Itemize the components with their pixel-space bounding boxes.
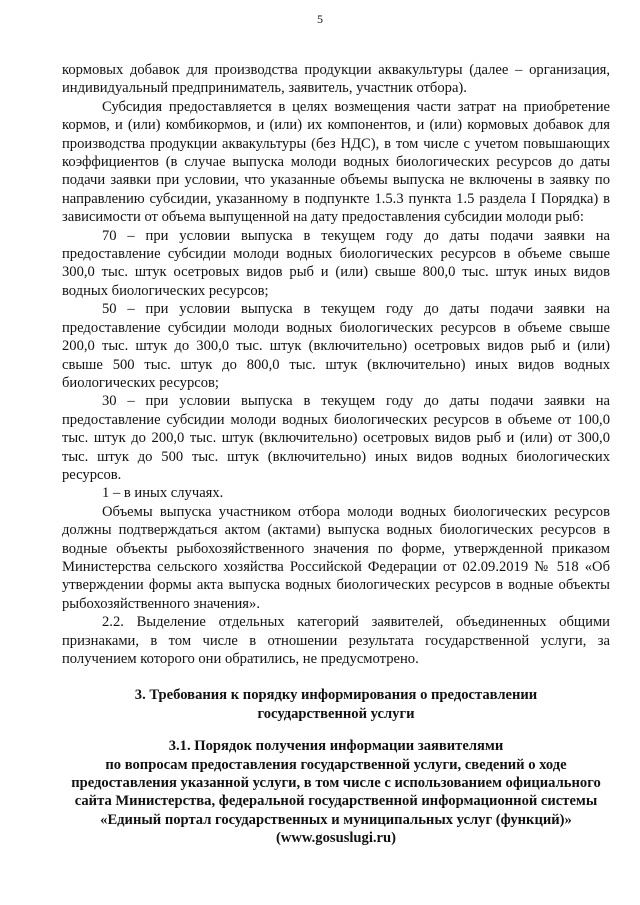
section-3-1-line-5: «Единый портал государственных и муниципальных услуг (функций)»: [100, 811, 572, 828]
paragraph-coef-30: 30 – при условии выпуска в текущем году до даты подачи заявки на предоставление субсидии молоди водных биологических ресурсов в объеме от 100,0 тыс. штук до 200,0 тыс. штук (включительно) осетровых видов рыб и (или) от 300,0 тыс. штук до 500 тыс. штук (включительно) иных видов водных биологических ресурсов.: [62, 393, 610, 483]
paragraph-coef-70: 70 – при условии выпуска в текущем году до даты подачи заявки на предоставление субсидии молоди водных биологических ресурсов в объеме свыше 300,0 тыс. штук осетровых видов рыб и (или) свыше 800,0 тыс. штук иных видов водных биологических ресурсов;: [62, 227, 610, 299]
paragraph-subsidy: Субсидия предоставляется в целях возмещения части затрат на приобретение кормов, и (или) комбикормов, и (или) их компонентов, и (или) кормовых добавок для производства продукции аквакультуры (без НДС), в том числе с учетом повышающих коэффициентов (в случае выпуска молоди водных биологических ресурсов до даты подачи заявки при условии, что указанные объемы выпуска не включены в заявку по направлению субсидии, указанному в подпункте 1.5.3 пункта 1.5 раздела I Порядка) в зависимости от объема выпущенной на дату предоставления субсидии молоди рыб:: [62, 98, 610, 226]
section-3-1-line-6: (www.gosuslugi.ru): [275, 830, 396, 847]
section-3-1-line-1: 3.1. Порядок получения информации заявителями: [168, 738, 504, 755]
paragraph-coef-1: 1 – в иных случаях.: [102, 485, 224, 502]
paragraph-coef-50: 50 – при условии выпуска в текущем году до даты подачи заявки на предоставление субсидии молоди водных биологических ресурсов в объеме свыше 200,0 тыс. штук до 300,0 тыс. штук (включительно) осетровых видов рыб и (или) свыше 500 тыс. штук до 800,0 тыс. штук (включительно) иных видов водных биологических ресурсов;: [62, 301, 610, 391]
section-3-line-1: 3. Требования к порядку информирования о предоставлении: [134, 687, 538, 704]
section-3-heading: [62, 686, 610, 723]
document-body: [62, 61, 610, 848]
section-3-1-heading: [62, 737, 610, 847]
page-number: 5: [317, 12, 323, 26]
paragraph-continuation: кормовых добавок для производства продукции аквакультуры (далее – организация, индивидуальный предприниматель, заявитель, участник отбора).: [62, 62, 610, 97]
paragraph-release-volumes: Объемы выпуска участником отбора молоди водных биологических ресурсов должны подтверждаться актом (актами) выпуска водных биологических ресурсов в водные объекты рыбохозяйственного значения по форме, утвержденной приказом Министерства сельского хозяйства Российской Федерации от 02.09.2019 № 518 «Об утверждении формы акта выпуска водных биологических ресурсов в водные объекты рыбохозяйственного значения».: [62, 503, 610, 612]
section-3-1-line-4: сайта Министерства, федеральной государственной информационной системы: [74, 793, 598, 810]
section-3-1-line-3: предоставления указанной услуги, в том числе с использованием официального: [71, 775, 601, 792]
paragraph-2-2: 2.2. Выделение отдельных категорий заявителей, объединенных общими признаками, в том числе в отношении результата государственной услуги, за получением которого они обратились, не предусмотрено.: [62, 614, 610, 667]
section-3-1-line-2: по вопросам предоставления государственной услуги, сведений о ходе: [105, 756, 567, 773]
section-3-line-2: государственной услуги: [257, 705, 415, 722]
